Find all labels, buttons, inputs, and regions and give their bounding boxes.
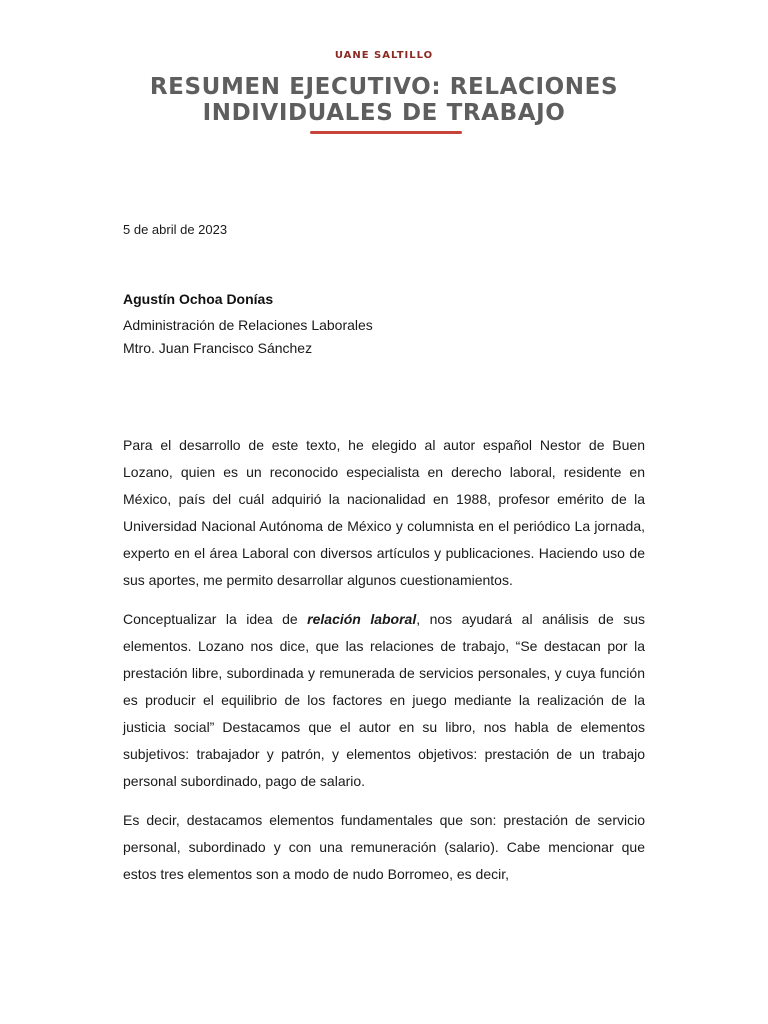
paragraph-1: Para el desarrollo de este texto, he elegido al autor español Nestor de Buen Lozano, quien es un reconocido especialista en derecho laboral, residente en México, país del cuál adquirió la nacionalidad en 1988, profesor emérito de la Universidad Nacional Autónoma de México y columnista en el periódico La jornada, experto en el área Laboral con diversos artículos y publicaciones. Haciendo uso de sus aportes, me permito desarrollar algunos cuestionamientos.: [123, 437, 645, 588]
institution-name: UANE SALTILLO: [334, 50, 434, 61]
title-line-2: INDIVIDUALES DE TRABAJO: [202, 100, 566, 126]
paragraph-2-start: Conceptualizar la idea de: [123, 611, 308, 627]
document-date: 5 de abril de 2023: [123, 222, 228, 237]
paragraph-2-rest: , nos ayudará al análisis de sus elementos. Lozano nos dice, que las relaciones de trabajo, “Se destacan por la prestación libre, subordinada y remunerada de servicios personales, y cuya función es producir el equilibrio de los factores en juego mediante la realización de la justicia social” Destacamos que el autor en su libro, nos habla de elementos subjetivos: trabajador y patrón, y elementos objetivos: prestación de un trabajo personal subordinado, pago de salario.: [123, 611, 645, 789]
teacher-name: Mtro. Juan Francisco Sánchez: [123, 340, 313, 356]
title-line-1: RESUMEN EJECUTIVO: RELACIONES: [149, 74, 619, 100]
title-underline: [310, 131, 462, 134]
author-name: Agustín Ochoa Donías: [123, 291, 274, 307]
paragraph-3: Es decir, destacamos elementos fundamentales que son: prestación de servicio personal, subordinado y con una remuneración (salario). Cabe mencionar que estos tres elementos son a modo de nudo Borromeo, es decir,: [123, 812, 645, 882]
document-title: [0, 74, 768, 126]
document-body: [123, 432, 645, 900]
course-name: Administración de Relaciones Laborales: [123, 317, 373, 333]
emphasized-term: relación laboral: [307, 611, 417, 627]
paragraph-2: [123, 606, 645, 795]
